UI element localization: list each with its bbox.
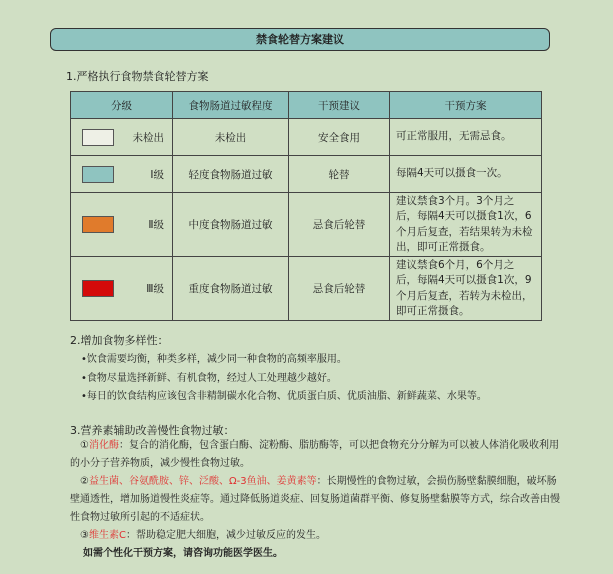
nutrient-desc: ：帮助稳定肥大细胞，减少过敏反应的发生。	[125, 530, 326, 541]
nutrient-item	[70, 473, 560, 527]
section1-heading: 1.严格执行食物禁食轮替方案	[66, 70, 209, 83]
col-header: 分级	[71, 92, 173, 119]
level-cell: 未检出	[173, 119, 289, 156]
bullet-item: •食物尽量选择新鲜、有机食物，经过人工处理越少越好。	[81, 373, 337, 384]
plan-cell: 建议禁食6个月，6个月之后，每隔4天可以摄食1次，9个月后复查，若转为未检出，即可正常摄食。	[390, 257, 542, 321]
col-header: 干预建议	[289, 92, 390, 119]
grade-label: Ⅲ级	[146, 283, 164, 295]
grade-label: Ⅰ级	[150, 168, 164, 181]
table-row	[71, 193, 542, 257]
table-row	[71, 257, 542, 321]
level-cell: 中度食物肠道过敏	[173, 193, 289, 257]
nutrient-item	[70, 437, 560, 473]
col-header: 干预方案	[390, 92, 542, 119]
color-swatch	[82, 166, 114, 183]
color-swatch	[82, 216, 114, 233]
table-row	[71, 156, 542, 193]
page-title: 禁食轮替方案建议	[50, 28, 550, 51]
plan-cell: 每隔4天可以摄食一次。	[390, 156, 542, 193]
nutrient-item	[70, 527, 560, 545]
color-swatch	[82, 129, 114, 146]
item-number: ②	[80, 476, 89, 487]
item-number: ①	[80, 440, 89, 451]
bullet-item: •饮食需要均衡，种类多样，减少同一种食物的高频率服用。	[81, 354, 347, 365]
advice-cell: 轮替	[289, 156, 390, 193]
section3-heading: 3.营养素辅助改善慢性食物过敏：	[70, 424, 235, 437]
plan-cell: 建议禁食3个月。3个月之后，每隔4天可以摄食1次，6个月后复查，若结果转为未检出，即可正常摄食。	[390, 193, 542, 257]
nutrient-desc: ：复合的消化酶，包含蛋白酶、淀粉酶、脂肪酶等，可以把食物充分分解为可以被人体消化吸收利用的小分子营养物质，减少慢性食物过敏。	[70, 440, 559, 469]
item-number: ③	[80, 530, 89, 541]
advice-cell: 忌食后轮替	[289, 257, 390, 321]
table-row	[71, 119, 542, 156]
col-header: 食物肠道过敏程度	[173, 92, 289, 119]
level-cell: 重度食物肠道过敏	[173, 257, 289, 321]
advice-cell: 忌食后轮替	[289, 193, 390, 257]
plan-cell: 可正常服用，无需忌食。	[390, 119, 542, 156]
nutrient-name: 消化酶	[88, 440, 119, 451]
grade-label: Ⅱ级	[148, 219, 164, 231]
nutrient-name: 维生素C	[88, 530, 126, 541]
advice-cell: 安全食用	[289, 119, 390, 156]
consult-note: 如需个性化干预方案，请咨询功能医学医生。	[83, 548, 283, 559]
section2-heading: 2.增加食物多样性：	[70, 334, 169, 347]
table-header	[71, 92, 542, 119]
nutrient-name: 益生菌、谷氨酰胺、锌、泛酸、Ω-3鱼油、姜黄素等	[88, 476, 317, 487]
level-cell: 轻度食物肠道过敏	[173, 156, 289, 193]
bullet-item: •每日的饮食结构应该包含非精制碳水化合物、优质蛋白质、优质油脂、新鲜蔬菜、水果等。	[81, 391, 487, 402]
color-swatch	[82, 280, 114, 297]
grade-label: 未检出	[132, 131, 164, 144]
rotation-table	[70, 91, 542, 321]
nutrient-desc: ：长期慢性的食物过敏，会损伤肠壁黏膜细胞，破坏肠壁通透性，增加肠道慢性炎症等。通过降低肠道炎症、回复肠道菌群平衡、修复肠壁黏膜等方式，综合改善由慢性食物过敏所引起的不适症状。	[70, 476, 560, 523]
